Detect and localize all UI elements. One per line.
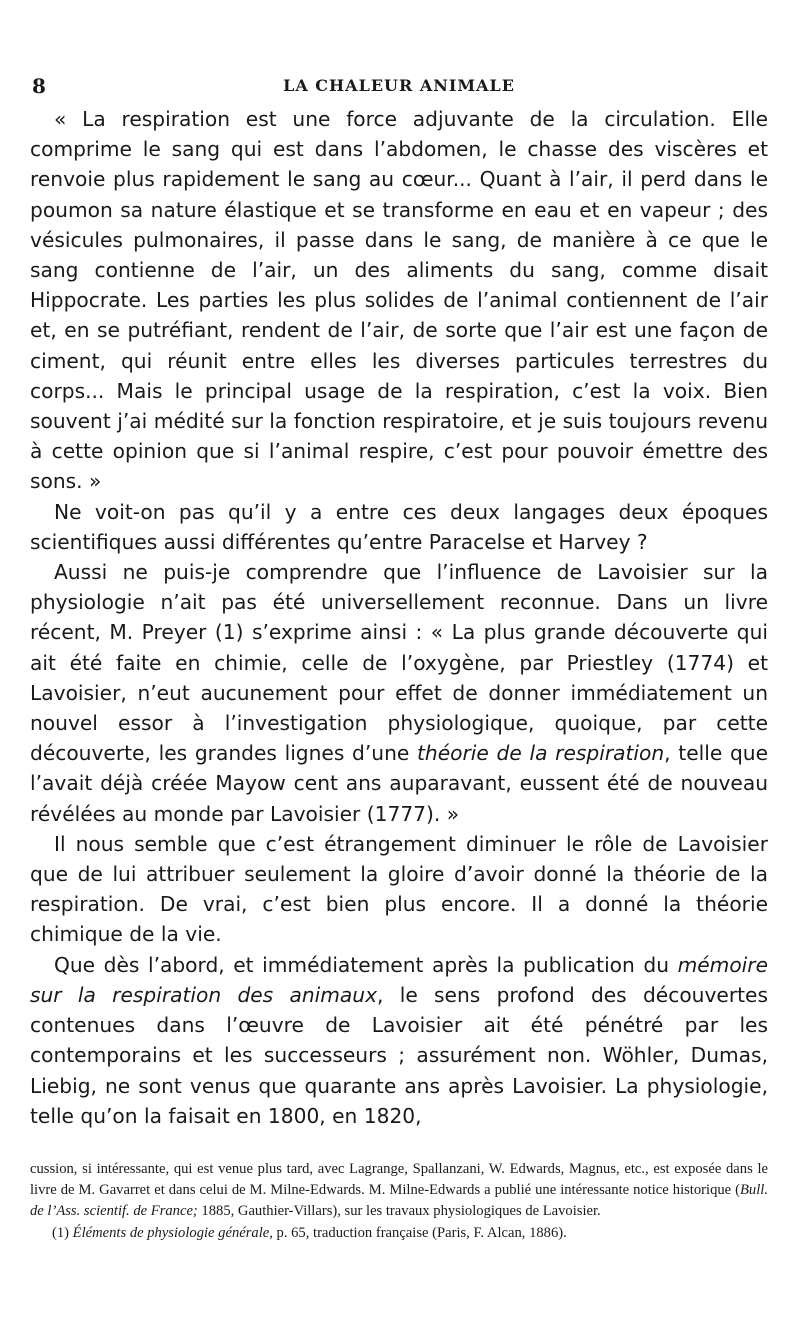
page-header <box>30 74 768 100</box>
footnotes <box>30 1159 768 1244</box>
footnote-1-number: (1) <box>52 1224 73 1241</box>
running-head: LA CHALEUR ANIMALE <box>283 76 515 95</box>
footnote-1-text: , p. 65, traduction française (Paris, F. Alcan, 1886). <box>269 1224 567 1241</box>
body-text <box>30 104 768 1131</box>
paragraph-2: Ne voit-on pas qu’il y a entre ces deux langages deux époques scientifiques aussi différentes qu’entre Paracelse et Harvey ? <box>30 499 768 554</box>
paragraph-5-italic: mémoire sur la respiration des animaux <box>30 952 768 1007</box>
paragraph-5-text-b: , le sens profond des découvertes contenues dans l’œuvre de Lavoisier ait été pénétré par les contemporains et les successeurs ; assurément non. Wöhler, Dumas, Liebig, ne sont venus que quarante ans après Lavoisier. La physiologie, telle qu’on la faisait en 1800, en 1820, <box>30 982 768 1128</box>
footnote-1-italic: Éléments de physiologie générale <box>72 1224 270 1241</box>
footnote-continued-text-b: 1885, Gauthier-Villars), sur les travaux physiologiques de Lavoisier. <box>197 1203 601 1220</box>
footnote-1 <box>30 1223 768 1244</box>
footnote-continued-text-a: cussion, si intéressante, qui est venue plus tard, avec Lagrange, Spallanzani, W. Edwards, Magnus, etc., est exposée dans le livre de M. Gavarret et dans celui de M. Milne-Edwards. M. Milne-Edwards a publié une intéressante notice historique ( <box>30 1161 768 1199</box>
paragraph-1: « La respiration est une force adjuvante de la circulation. Elle comprime le sang qui est dans l’abdomen, le chasse des viscères et renvoie plus rapidement le sang au cœur... Quant à l’air, il perd dans le poumon sa nature élastique et se transforme en eau et en vapeur ; des vésicules pulmonaires, il passe dans le sang, de manière à ce que le sang contienne de l’air, un des aliments du sang, comme disait Hippocrate. Les parties les plus solides de l’animal contiennent de l’air et, en se putréfiant, rendent de l’air, de sorte que l’air est une façon de ciment, qui réunit entre elles les diverses particules terrestres du corps... Mais le principal usage de la respiration, c’est la voix. Bien souvent j’ai médité sur la fonction respiratoire, et je suis toujours revenu à cette opinion que si l’animal respire, c’est pour pouvoir émettre des sons. » <box>30 107 768 494</box>
page-number: 8 <box>32 74 46 98</box>
footnote-continued <box>30 1159 768 1223</box>
footnote-continued-italic: Bull. de l’Ass. scientif. de France; <box>30 1182 768 1220</box>
paragraph-3-italic: théorie de la respiration <box>417 741 665 766</box>
paragraph-4: Il nous semble que c’est étrangement diminuer le rôle de Lavoisier que de lui attribuer seulement la gloire d’avoir donné la théorie de la respiration. De vrai, c’est bien plus encore. Il a donné la théorie chimique de la vie. <box>30 831 768 947</box>
paragraph-5 <box>30 950 768 1131</box>
paragraph-3-text-b: , telle que l’avait déjà créée Mayow cent ans auparavant, eussent été de nouveau révélées au monde par Lavoisier (1777). » <box>30 741 768 826</box>
paragraph-3-text-a: Aussi ne puis-je comprendre que l’influence de Lavoisier sur la physiologie n’ait pas été universellement reconnue. Dans un livre récent, M. Preyer (1) s’exprime ainsi : « La plus grande découverte qui ait été faite en chimie, celle de l’oxygène, par Priestley (1774) et Lavoisier, n’eut aucunement pour effet de donner immédiatement un nouvel essor à l’investigation physiologique, quoique, par cette découverte, les grandes lignes d’une <box>30 560 768 766</box>
paragraph-3 <box>30 557 768 829</box>
paragraph-5-text-a: Que dès l’abord, et immédiatement après la publication du <box>54 952 678 977</box>
